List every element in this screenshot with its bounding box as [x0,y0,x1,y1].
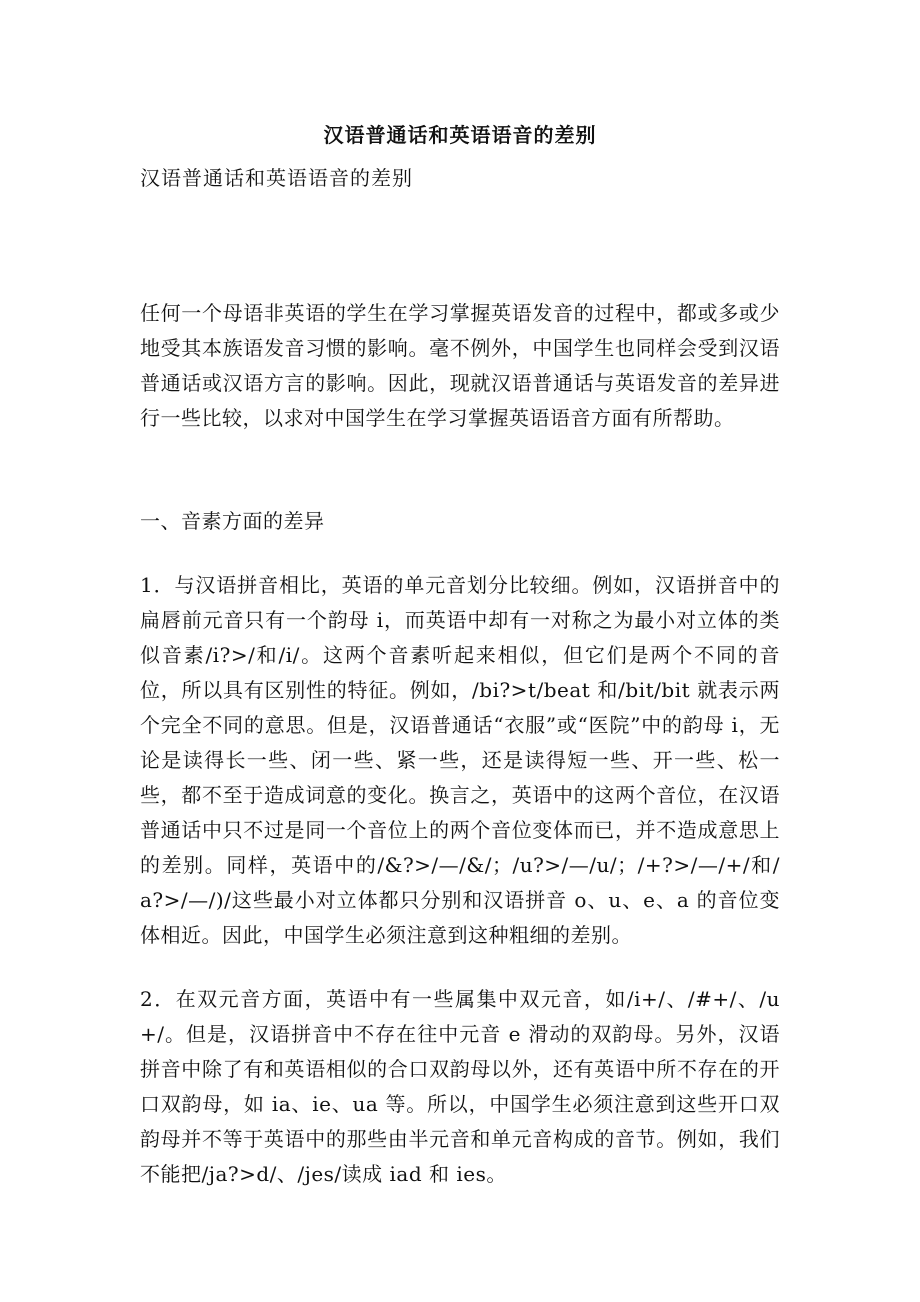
document-title: 汉语普通话和英语语音的差别 [323,123,597,147]
document-subtitle: 汉语普通话和英语语音的差别 [140,166,413,190]
paragraph-item-1: 1．与汉语拼音相比，英语的单元音划分比较细。例如，汉语拼音中的扁唇前元音只有一个韵母 i，而英语中却有一对称之为最小对立体的类似音素/i?>/和/i/。这两个音素听起来相似，但它们是两个不同的音位，所以具有区别性的特征。例如，/bi?>t/beat 和/bit/bit 就表示两个完全不同的意思。但是，汉语普通话“衣服”或“医院”中的韵母 i，无论是读得长一些、闭一些、紧一些，还是读得短一些、开一些、松一些，都不至于造成词意的变化。换言之，英语中的这两个音位，在汉语普通话中只不过是同一个音位上的两个音位变体而已，并不造成意思上的差别。同样，英语中的/&?>/—/&/；/u?>/—/u/；/+?>/—/+/和/a?>/—/)/这些最小对立体都只分别和汉语拼音 o、u、e、a 的音位变体相近。因此，中国学生必须注意到这种粗细的差别。 [140,573,780,947]
section-heading: 一、音素方面的差异 [140,509,325,533]
intro-paragraph: 任何一个母语非英语的学生在学习掌握英语发音的过程中，都或多或少地受其本族语发音习惯的影响。毫不例外，中国学生也同样会受到汉语普通话或汉语方言的影响。因此，现就汉语普通话与英语发音的差异进行一些比较，以求对中国学生在学习掌握英语语音方面有所帮助。 [140,301,780,430]
paragraph-item-2: 2．在双元音方面，英语中有一些属集中双元音，如/i+/、/#+/、/u+/。但是，汉语拼音中不存在往中元音 e 滑动的双韵母。另外，汉语拼音中除了有和英语相似的合口双韵母以外，还有英语中所不存在的开口双韵母，如 ia、ie、ua 等。所以，中国学生必须注意到这些开口双韵母并不等于英语中的那些由半元音和单元音构成的音节。例如，我们不能把/ja?>d/、/jes/读成 iad 和 ies。 [140,987,780,1186]
